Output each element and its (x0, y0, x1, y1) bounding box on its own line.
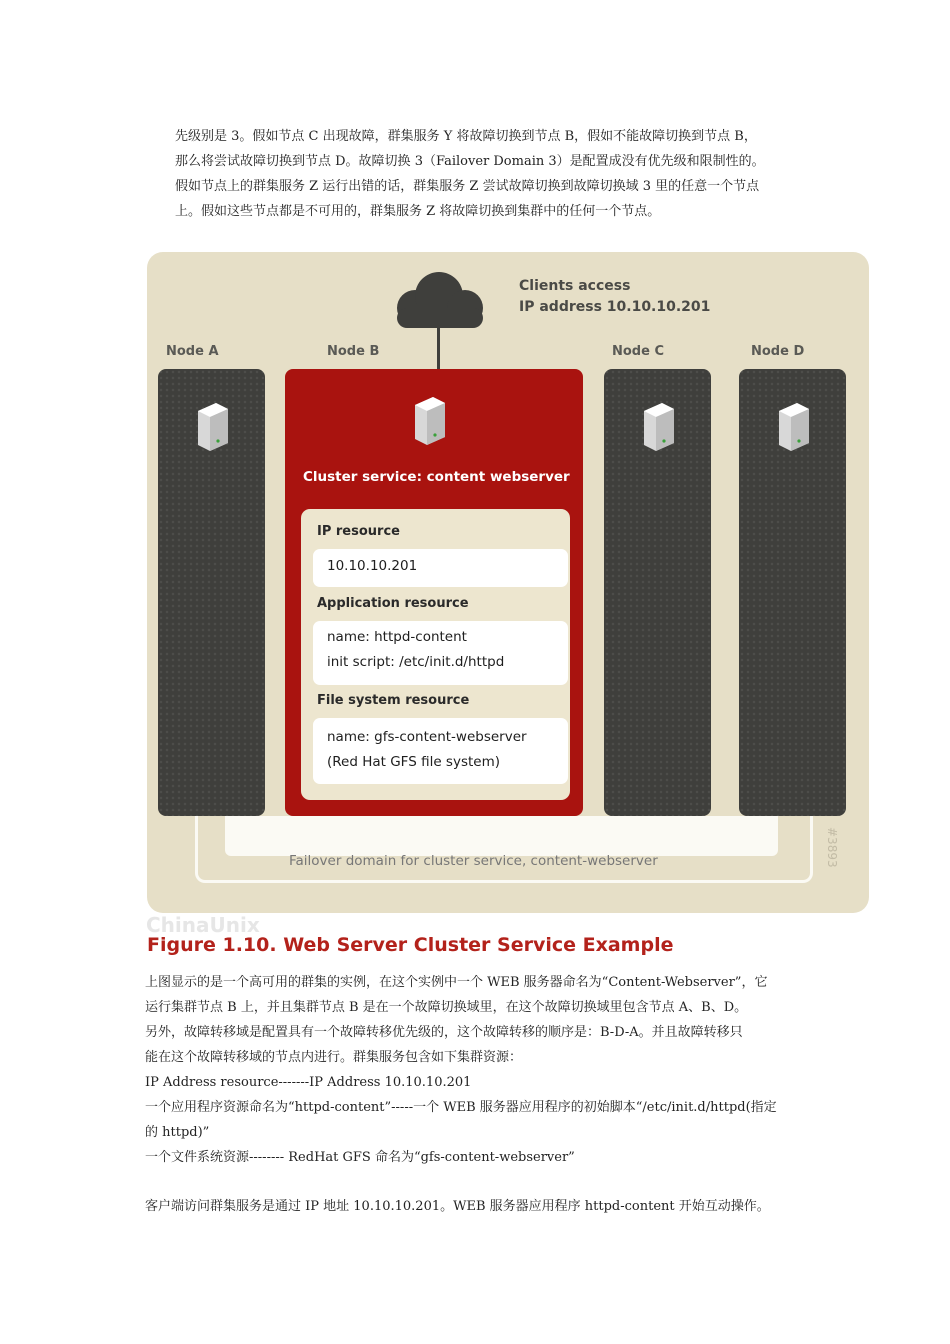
intro-line: 那么将尝试故障切换到节点 D。故障切换 3（Failover Domain 3）是配置成没有优先级和限制性的。 (175, 154, 765, 169)
figure-caption: Figure 1.10. Web Server Cluster Service Example (147, 934, 674, 956)
node-b-label: Node B (327, 344, 380, 359)
node-c-label: Node C (612, 344, 664, 359)
watermark: ChinaUnix (146, 913, 260, 937)
fs-resource-label: File system resource (317, 693, 470, 708)
clients-ip-line: IP address 10.10.10.201 (519, 299, 711, 315)
server-icon (775, 401, 811, 451)
failover-domain-bar (225, 816, 778, 856)
body-line: 上图显示的是一个高可用的群集的实例，在这个实例中一个 WEB 服务器命名为“Content-Webserver”，它 (145, 975, 768, 990)
cluster-diagram (147, 252, 869, 913)
node-a-column (158, 369, 265, 816)
server-icon (411, 395, 447, 445)
body-line: IP Address resource-------IP Address 10.10.10.201 (145, 1075, 472, 1090)
node-b-cluster-service (285, 369, 583, 816)
failover-domain-label: Failover domain for cluster service, content-webserver (289, 853, 658, 869)
fs-resource-name: name: gfs-content-webserver (327, 729, 527, 745)
figure-id: #3893 (825, 827, 839, 868)
app-resource-name: name: httpd-content (327, 629, 467, 645)
intro-paragraph (175, 124, 815, 224)
ip-resource-value: 10.10.10.201 (327, 558, 418, 574)
server-icon (640, 401, 676, 451)
fs-resource-type: (Red Hat GFS file system) (327, 754, 500, 770)
intro-line: 先级别是 3。假如节点 C 出现故障，群集服务 Y 将故障切换到节点 B，假如不能故障切换到节点 B， (175, 129, 757, 144)
closing-line: 客户端访问群集服务是通过 IP 地址 10.10.10.201。WEB 服务器应用程序 httpd-content 开始互动操作。 (145, 1199, 770, 1214)
node-a-label: Node A (166, 344, 219, 359)
cloud-icon (379, 266, 499, 376)
app-resource-script: init script: /etc/init.d/httpd (327, 654, 505, 670)
clients-line: Clients access (519, 278, 631, 294)
node-d-label: Node D (751, 344, 805, 359)
cluster-service-title: Cluster service: content webserver (303, 469, 570, 485)
ip-resource-box (313, 549, 568, 587)
intro-line: 假如节点上的群集服务 Z 运行出错的话，群集服务 Z 尝试故障切换到故障切换域 3 里的任意一个节点 (175, 179, 760, 194)
body-paragraph (145, 970, 825, 1170)
app-resource-box (313, 621, 568, 685)
app-resource-label: Application resource (317, 596, 469, 611)
fs-resource-box (313, 718, 568, 784)
body-line: 的 httpd)” (145, 1125, 210, 1140)
intro-line: 上。假如这些节点都是不可用的，群集服务 Z 将故障切换到集群中的任何一个节点。 (175, 204, 661, 219)
node-c-column (604, 369, 711, 816)
ip-resource-label: IP resource (317, 524, 400, 539)
body-line: 一个应用程序资源命名为“httpd-content”-----一个 WEB 服务器应用程序的初始脚本“/etc/init.d/httpd(指定 (145, 1100, 777, 1115)
clients-access-label (519, 276, 710, 318)
resources-panel (301, 509, 570, 800)
node-d-column (739, 369, 846, 816)
server-icon (194, 401, 230, 451)
body-line: 另外，故障转移域是配置具有一个故障转移优先级的，这个故障转移的顺序是：B-D-A。并且故障转移只 (145, 1025, 743, 1040)
body-line: 一个文件系统资源-------- RedHat GFS 命名为“gfs-content-webserver” (145, 1150, 575, 1165)
body-line: 运行集群节点 B 上，并且集群节点 B 是在一个故障切换域里，在这个故障切换域里包含节点 A、B、D。 (145, 1000, 748, 1015)
body-line: 能在这个故障转移域的节点内进行。群集服务包含如下集群资源： (145, 1050, 523, 1065)
